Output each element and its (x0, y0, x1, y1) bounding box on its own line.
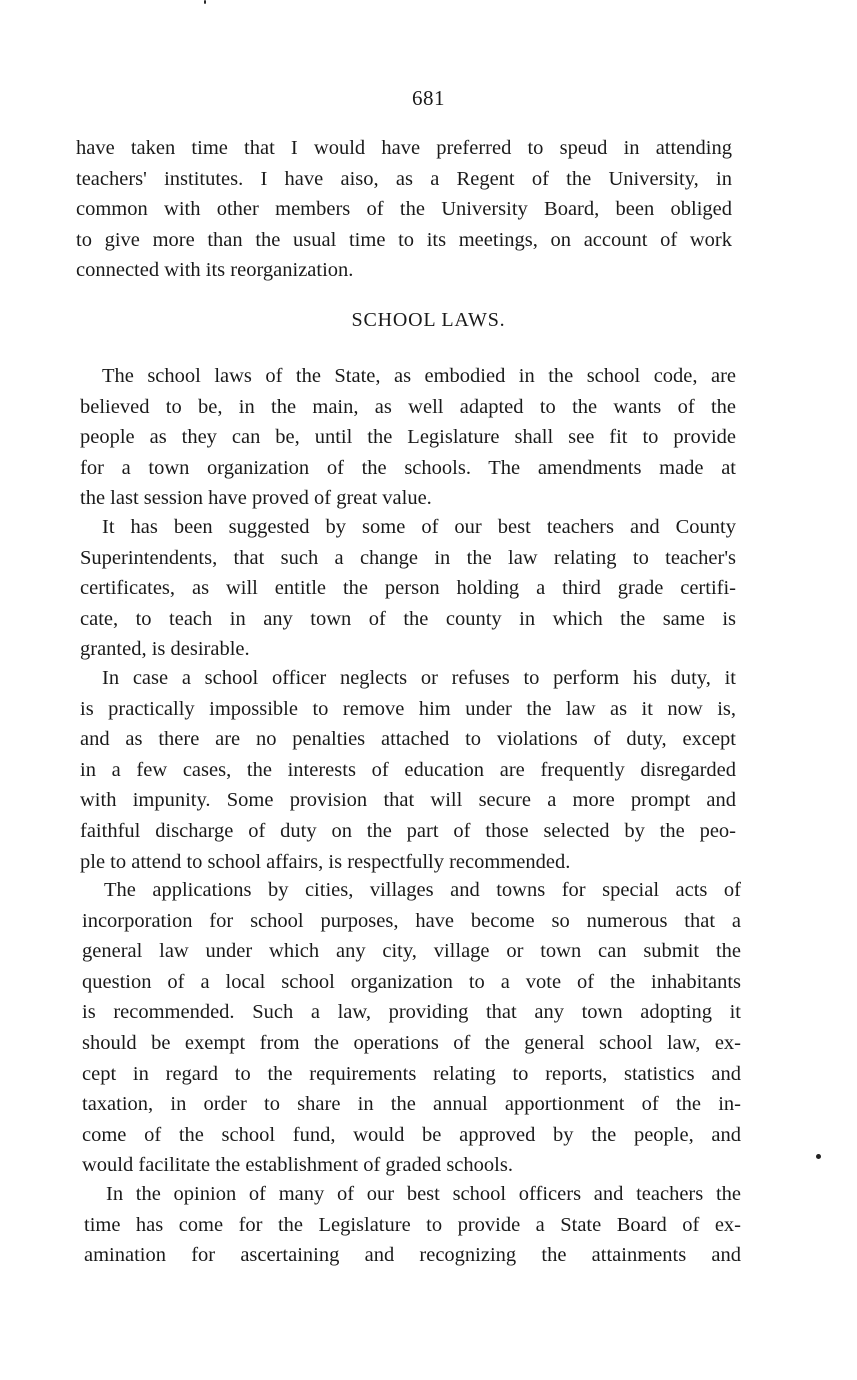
text-line: is recommended. Such a law, providing that any town adopting it (82, 1001, 741, 1024)
text-line: the last session have proved of great value. (80, 487, 432, 510)
text-line: granted, is desirable. (80, 638, 250, 661)
paragraph-4 (82, 875, 741, 1181)
text-line: cate, to teach in any town of the county in which the same is (80, 607, 736, 630)
paragraph-3 (80, 663, 736, 877)
text-line: is practically impossible to remove him under the law as it now is, (80, 697, 736, 720)
section-heading: SCHOOL LAWS. (351, 309, 506, 331)
text-line: time has come for the Legislature to provide a State Board of ex- (84, 1213, 741, 1236)
text-line: come of the school fund, would be approved by the people, and (82, 1123, 741, 1146)
text-line: in a few cases, the interests of education are frequently disregarded (80, 758, 736, 781)
text-line: In case a school officer neglects or refuses to perform his duty, it (102, 667, 736, 689)
text-line: connected with its reorganization. (76, 259, 354, 282)
text-line: incorporation for school purposes, have become so numerous that a (82, 909, 741, 932)
intro-paragraph (76, 133, 732, 286)
text-line: common with other members of the University Board, been obliged (76, 198, 732, 221)
paragraph-2 (80, 512, 736, 665)
text-line: faithful discharge of duty on the part of those selected by the peo- (80, 819, 736, 842)
text-line: should be exempt from the operations of the general school law, ex- (82, 1031, 741, 1054)
text-line: teachers' institutes. I have aiso, as a Regent of the University, in (76, 167, 732, 190)
text-line: general law under which any city, village or town can submit the (82, 940, 741, 963)
paragraph-1 (80, 361, 736, 514)
text-line: The school laws of the State, as embodied in the school code, are (102, 365, 736, 387)
text-line: taxation, in order to share in the annual apportionment of the in- (82, 1093, 741, 1116)
text-line: The applications by cities, villages and towns for special acts of (104, 879, 741, 901)
text-line: have taken time that I would have preferred to speud in attending (76, 137, 732, 159)
text-line: It has been suggested by some of our best teachers and County (102, 516, 736, 538)
text-line: amination for ascertaining and recognizing the attainments and (84, 1244, 741, 1267)
text-line: with impunity. Some provision that will secure a more prompt and (80, 789, 736, 812)
text-line: people as they can be, until the Legislature shall see fit to provide (80, 426, 736, 449)
text-line: to give more than the usual time to its meetings, on account of work (76, 228, 732, 251)
text-line: for a town organization of the schools. The amendments made at (80, 456, 736, 479)
paragraph-5 (84, 1179, 741, 1271)
ink-speck-top (204, 0, 206, 4)
text-line: believed to be, in the main, as well adapted to the wants of the (80, 395, 736, 418)
text-line: would facilitate the establishment of graded schools. (82, 1154, 513, 1177)
text-line: and as there are no penalties attached to violations of duty, except (80, 728, 736, 751)
text-line: Superintendents, that such a change in the law relating to teacher's (80, 546, 736, 569)
text-line: cept in regard to the requirements relating to reports, statistics and (82, 1062, 741, 1085)
text-line: ple to attend to school affairs, is respectfully recommended. (80, 850, 571, 873)
ink-speck-margin (816, 1154, 821, 1159)
text-line: In the opinion of many of our best school officers and teachers the (106, 1183, 741, 1205)
text-line: certificates, as will entitle the person holding a third grade certifi- (80, 577, 736, 600)
page-number: 681 (412, 86, 445, 110)
text-line: question of a local school organization to a vote of the inhabitants (82, 970, 741, 993)
